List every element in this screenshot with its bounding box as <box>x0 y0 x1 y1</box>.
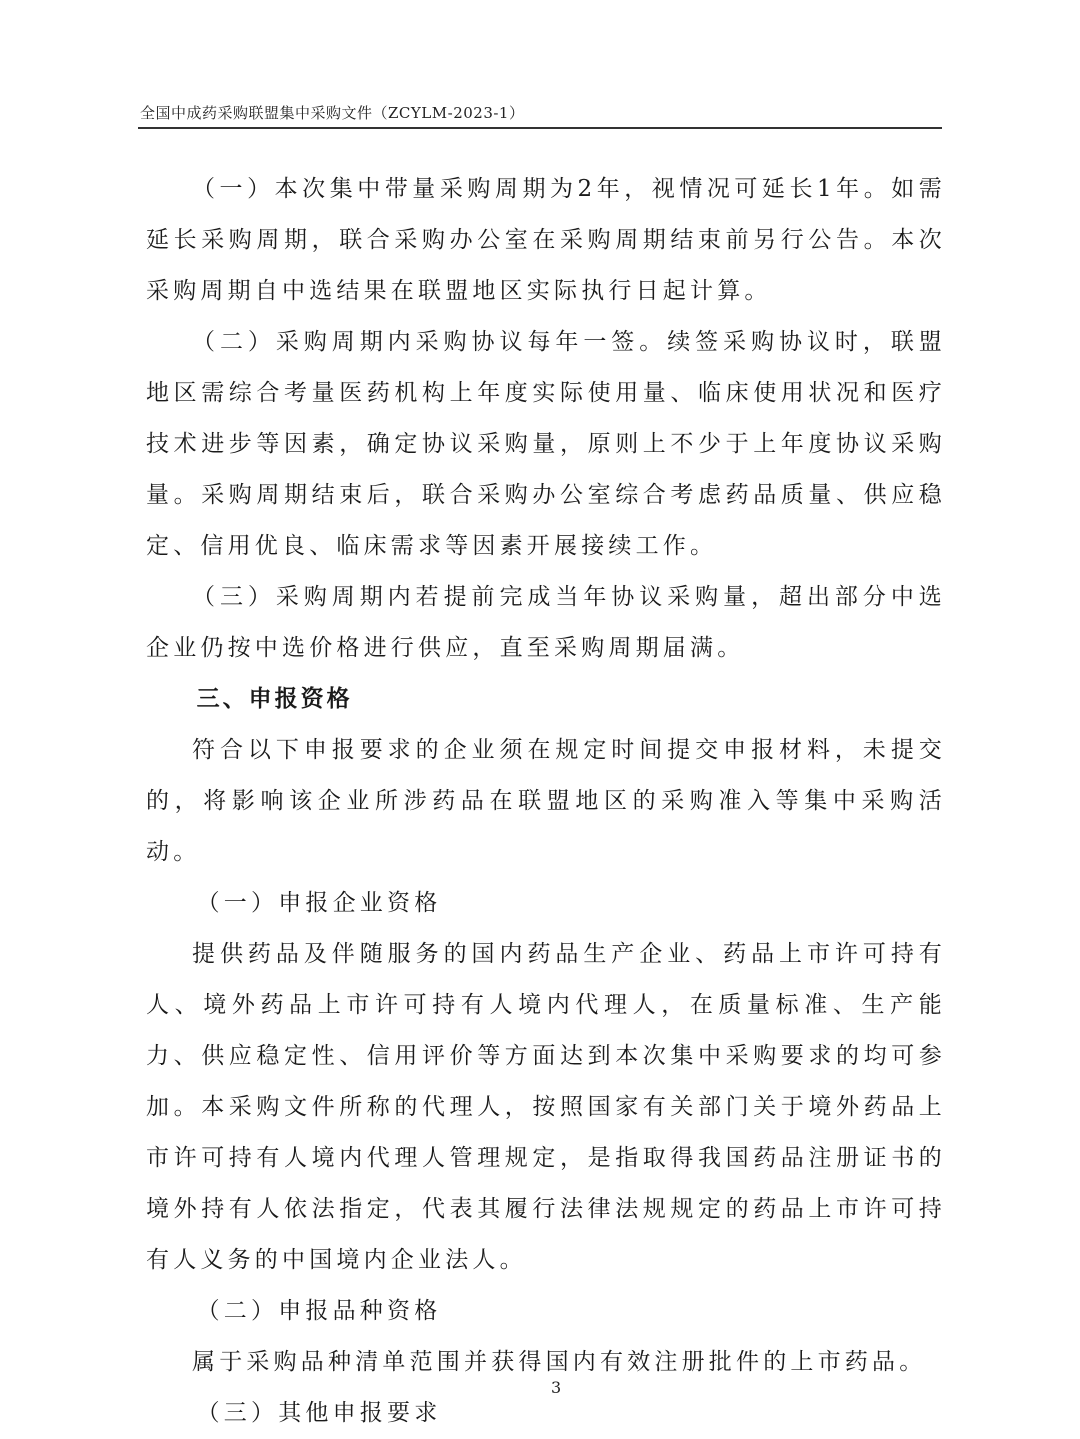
paragraph-early-completion: （三）采购周期内若提前完成当年协议采购量，超出部分中选企业仍按中选价格进行供应，直至采购周期届满。 <box>146 584 946 661</box>
paragraph-product-qualification: 属于采购品种清单范围并获得国内有效注册批件的上市药品。 <box>192 1349 927 1375</box>
paragraph-purchase-period: （一）本次集中带量采购周期为2年，视情况可延长1年。如需延长采购周期，联合采购办公室在采购周期结束前另行公告。本次采购周期自中选结果在联盟地区实际执行日起计算。 <box>146 176 946 304</box>
running-header: 全国中成药采购联盟集中采购文件（ZCYLM-2023-1） <box>140 104 525 122</box>
subheading-product: （二）申报品种资格 <box>196 1298 442 1324</box>
section-heading: 三、申报资格 <box>196 686 353 712</box>
subheading-other: （三）其他申报要求 <box>196 1400 442 1426</box>
paragraph-eligibility-intro: 符合以下申报要求的企业须在规定时间提交申报材料，未提交的，将影响该企业所涉药品在联盟地区的采购准入等集中采购活动。 <box>146 737 946 865</box>
subheading-enterprise: （一）申报企业资格 <box>196 890 442 916</box>
page-number: 3 <box>551 1378 562 1397</box>
paragraph-enterprise-qualification: 提供药品及伴随服务的国内药品生产企业、药品上市许可持有人、境外药品上市许可持有人境内代理人，在质量标准、生产能力、供应稳定性、信用评价等方面达到本次集中采购要求的均可参加。本采购文件所称的代理人，按照国家有关部门关于境外药品上市许可持有人境内代理人管理规定，是指取得我国药品注册证书的境外持有人依法指定，代表其履行法律法规规定的药品上市许可持有人义务的中国境内企业法人。 <box>146 941 946 1273</box>
header-rule <box>138 127 942 129</box>
document-body <box>146 164 946 1439</box>
paragraph-annual-agreement: （二）采购周期内采购协议每年一签。续签采购协议时，联盟地区需综合考量医药机构上年度实际使用量、临床使用状况和医疗技术进步等因素，确定协议采购量，原则上不少于上年度协议采购量。采购周期结束后，联合采购办公室综合考虑药品质量、供应稳定、信用优良、临床需求等因素开展接续工作。 <box>146 329 946 559</box>
